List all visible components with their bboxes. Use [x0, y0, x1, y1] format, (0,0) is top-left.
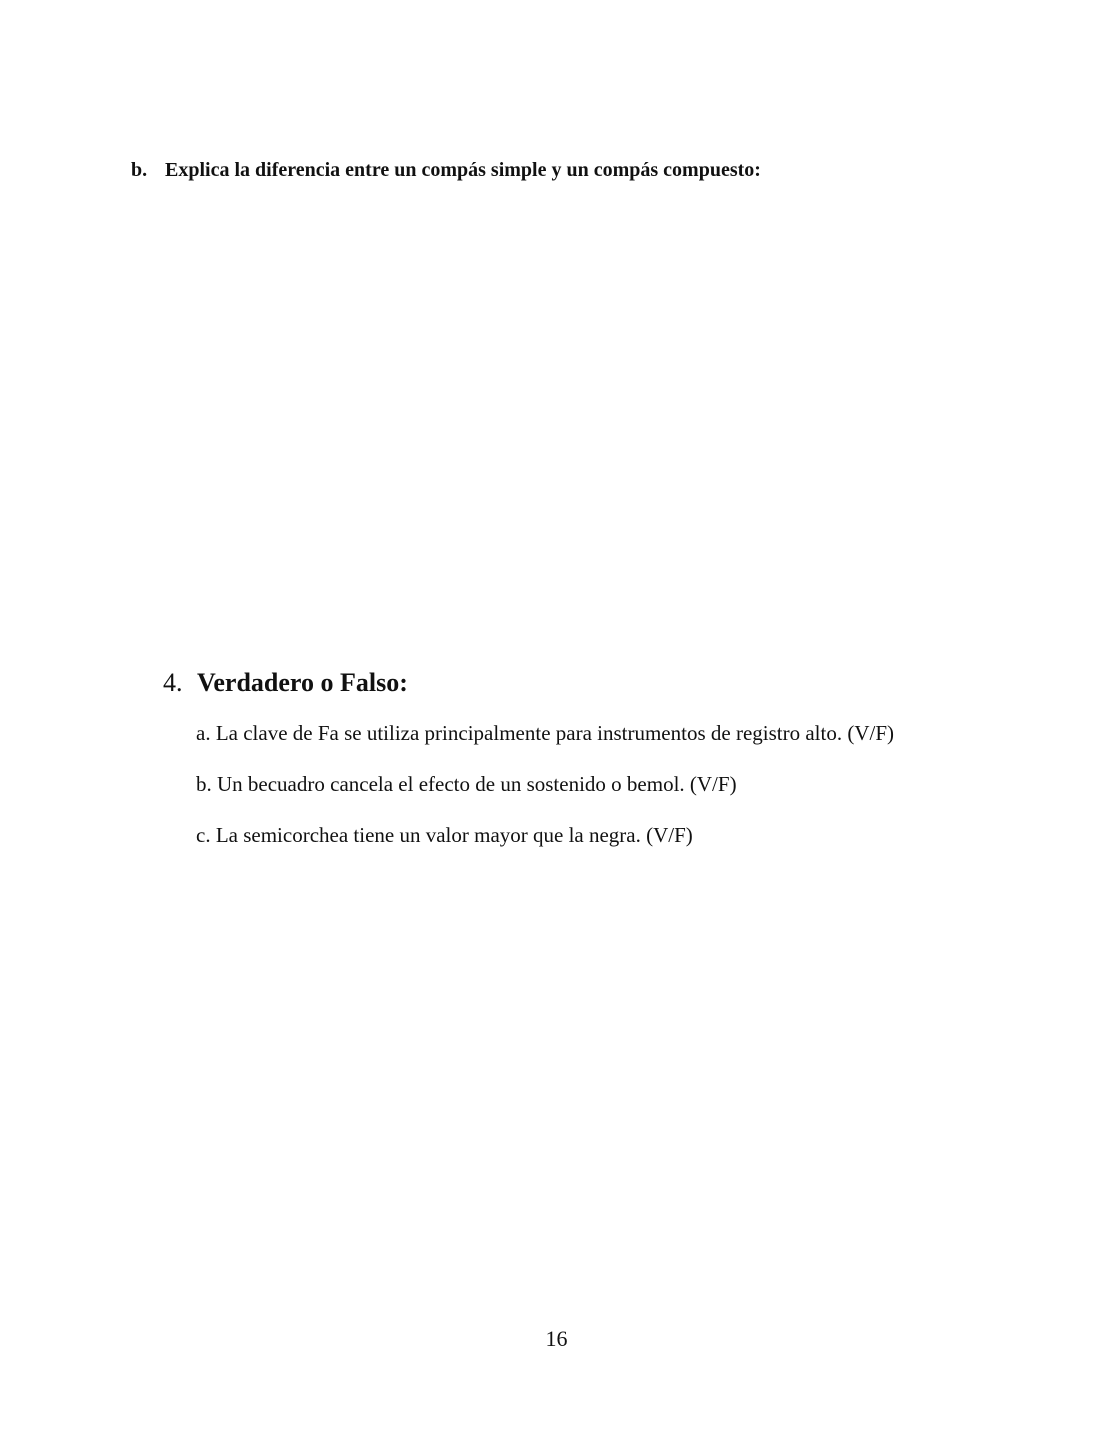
page-number: 16 — [545, 1326, 568, 1351]
section-4-title: Verdadero o Falso: — [197, 668, 408, 697]
true-false-item-c: c. La semicorchea tiene un valor mayor que la negra. (V/F) — [196, 823, 693, 847]
question-b-text: Explica la diferencia entre un compás simple y un compás compuesto: — [165, 159, 761, 181]
true-false-item-b: b. Un becuadro cancela el efecto de un sostenido o bemol. (V/F) — [196, 772, 737, 796]
section-4-heading — [163, 667, 408, 698]
question-b — [131, 158, 761, 182]
true-false-item-a: a. La clave de Fa se utiliza principalmente para instrumentos de registro alto. (V/F) — [196, 721, 895, 745]
section-4-number: 4. — [163, 668, 183, 697]
question-b-marker: b. — [131, 159, 148, 181]
